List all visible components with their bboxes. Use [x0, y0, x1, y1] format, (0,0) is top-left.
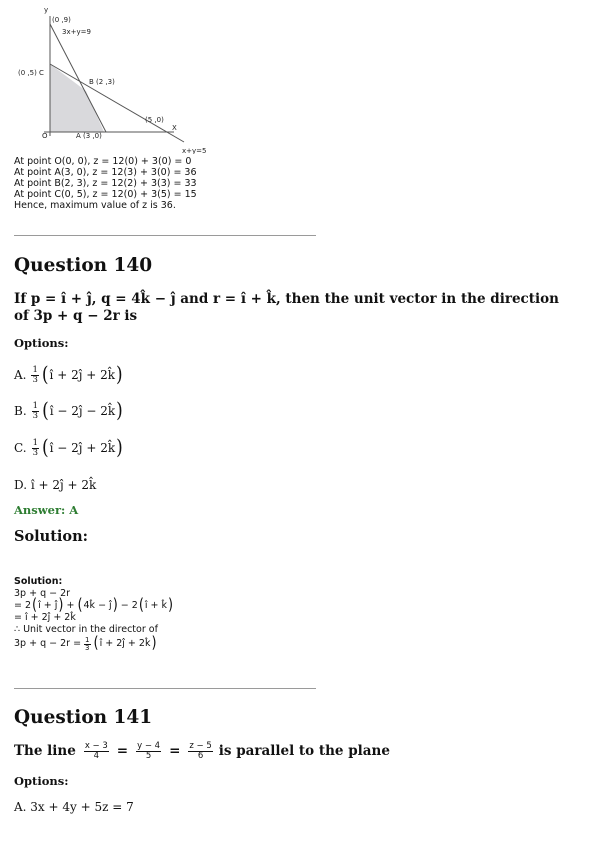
option-a-expression: î + 2ĵ + 2k̂	[49, 368, 116, 382]
calc-line-3: At point B(2, 3), z = 12(2) + 3(3) = 33	[14, 178, 197, 189]
option-a-141-text: A. 3x + 4y + 5z = 7	[14, 800, 134, 814]
calc-conclusion: Hence, maximum value of z is 36.	[14, 200, 176, 211]
option-a[interactable]: A. $\frac{1}{3}$ ( î + 2ĵ + 2k̂ )	[14, 363, 123, 387]
point-0-9-label: (0 ,9)	[52, 16, 71, 24]
y-axis-label: y	[44, 6, 49, 14]
q141-text-end: is parallel to the plane	[218, 742, 390, 759]
solution-body	[14, 576, 174, 652]
q141-fraction-y: $\frac{y - 4}{5}$	[137, 741, 161, 761]
x-axis-label: X	[172, 124, 177, 132]
section-divider	[14, 235, 316, 236]
calc-line-2: At point A(3, 0), z = 12(3) + 3(0) = 36	[14, 167, 197, 178]
options-label: Options:	[14, 336, 69, 350]
option-b[interactable]: B. $\frac{1}{3}$ ( î − 2ĵ − 2k̂ )	[14, 399, 123, 423]
q141-fraction-x: $\frac{x - 3}{4}$	[84, 741, 108, 761]
options-label-141: Options:	[14, 774, 69, 788]
option-c-letter: C.	[14, 441, 27, 455]
option-b-letter: B.	[14, 404, 27, 418]
answer-text: Answer: A	[14, 503, 79, 517]
solution-line-3: = î + 2ĵ + 2k̂	[14, 612, 76, 624]
calc-line-1: At point O(0, 0), z = 12(0) + 3(0) = 0	[14, 156, 192, 167]
option-c[interactable]: C. $\frac{1}{3}$ ( î − 2ĵ + 2k̂ )	[14, 436, 123, 460]
q141-fraction-z: $\frac{z - 5}{6}$	[189, 741, 212, 761]
option-b-expression: î − 2ĵ − 2k̂	[49, 404, 116, 418]
point-5-0-label: (5 ,0)	[145, 116, 164, 124]
point-c-label: (0 ,5) C	[18, 69, 44, 77]
option-d[interactable]	[14, 478, 96, 492]
solution-line-2: = 2 ( î + ĵ ) + ( 4k̂ − ĵ ) − 2 ( î + k̂ )	[14, 596, 174, 615]
feasible-region-graph	[14, 4, 214, 154]
option-a-141[interactable]	[14, 800, 134, 814]
calc-line-4: At point C(0, 5), z = 12(0) + 3(5) = 15	[14, 189, 197, 200]
option-c-expression: î − 2ĵ + 2k̂	[49, 441, 116, 455]
point-a-label: A (3 ,0)	[76, 132, 102, 140]
section-divider-2	[14, 688, 316, 689]
solution-line-5: 3p + q − 2r = $\frac{1}{3}$ ( î + 2ĵ + 2k̂ )	[14, 634, 157, 653]
option-a-fraction: $\frac{1}{3}$	[32, 365, 38, 385]
question-140-text-line1: If p = î + ĵ, q = 4k̂ − ĵ and r = î + k̂, then the unit vector in the direction	[14, 291, 559, 307]
question-140-title: Question 140	[14, 255, 153, 276]
option-c-fraction: $\frac{1}{3}$	[32, 438, 38, 458]
solution-heading: Solution:	[14, 528, 88, 545]
option-b-fraction: $\frac{1}{3}$	[32, 401, 39, 421]
option-a-letter: A.	[14, 368, 27, 382]
feasible-region	[50, 64, 104, 132]
solution-subheading: Solution:	[14, 576, 63, 588]
q141-text-start: The line	[14, 742, 76, 759]
question-141-title: Question 141	[14, 707, 153, 728]
origin-label: O	[42, 132, 48, 140]
solution-line-1: 3p + q − 2r	[14, 588, 71, 600]
line-3x-y-9-label: 3x+y=9	[62, 28, 91, 36]
line-x-y-5-label: x+y=5	[182, 147, 207, 154]
solution-line-4: ∴ Unit vector in the director of	[14, 624, 158, 636]
point-b-label: B (2 ,3)	[89, 78, 115, 86]
option-d-text: D. î + 2ĵ + 2k̂	[14, 478, 97, 492]
question-140-text-line2: of 3p + q − 2r is	[14, 308, 138, 324]
question-141-text: The line $\frac{x - 3}{4}$ = $\frac{y - 4}{5}$ = $\frac{z - 5}{6}$ is parallel to the plane	[14, 741, 390, 761]
